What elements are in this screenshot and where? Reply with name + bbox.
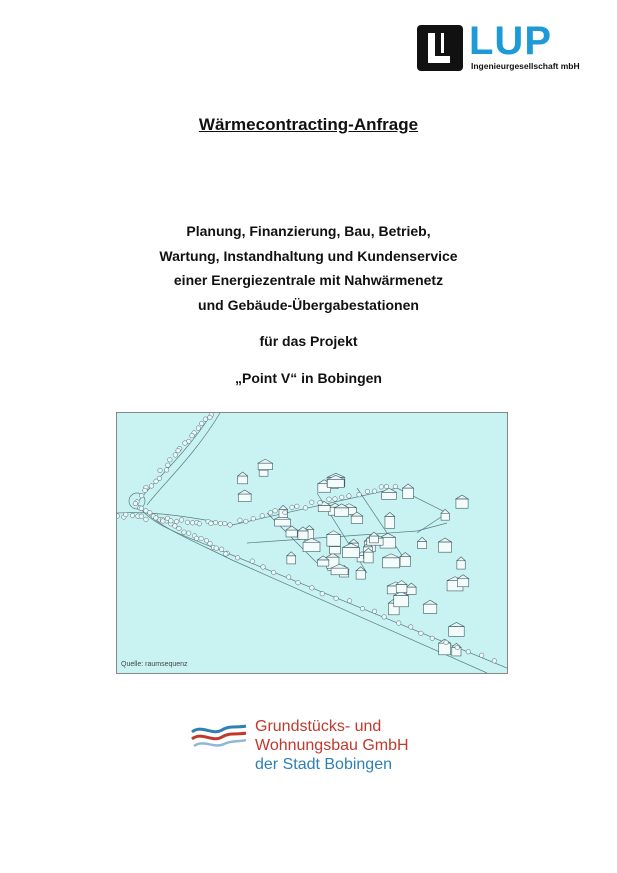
- tree: [154, 516, 159, 521]
- tree: [185, 520, 190, 525]
- tree: [147, 510, 152, 515]
- lup-logo-subtitle: Ingenieurgesellschaft mbH: [471, 61, 580, 71]
- tree: [133, 501, 138, 506]
- tree: [199, 421, 204, 426]
- tree: [360, 606, 365, 611]
- tree: [228, 523, 233, 528]
- tree: [208, 415, 213, 420]
- site-plan-drawing: [117, 413, 507, 673]
- building: [403, 484, 414, 499]
- tree: [203, 417, 208, 422]
- tree: [309, 500, 314, 505]
- tree: [318, 500, 323, 505]
- building: [385, 512, 395, 528]
- building: [383, 554, 400, 568]
- tree: [430, 636, 435, 641]
- building: [238, 490, 251, 502]
- tree: [238, 518, 243, 523]
- gwb-logo: [190, 718, 430, 782]
- tree: [444, 640, 449, 645]
- tree: [179, 518, 184, 523]
- tree: [154, 479, 159, 484]
- lup-logo: [417, 19, 593, 75]
- scope-line: Wartung, Instandhaltung und Kundenservice: [159, 247, 458, 264]
- tree: [365, 489, 370, 494]
- tree: [384, 484, 389, 489]
- tree: [273, 508, 278, 513]
- tree: [173, 453, 178, 458]
- tree: [214, 546, 219, 551]
- tree: [268, 511, 273, 516]
- building: [418, 537, 427, 548]
- building: [424, 600, 437, 613]
- building: [238, 472, 248, 484]
- tree: [455, 645, 460, 650]
- tree: [224, 552, 229, 557]
- tree: [320, 591, 325, 596]
- tree: [479, 653, 484, 658]
- tree: [130, 513, 135, 518]
- gwb-logo-line3: der Stadt Bobingen: [255, 756, 392, 773]
- tree: [196, 426, 201, 431]
- tree: [327, 497, 332, 502]
- tree: [333, 497, 338, 502]
- tree: [176, 448, 181, 453]
- tree: [408, 625, 413, 630]
- scope-line: einer Energiezentrale mit Nahwärmenetz: [173, 272, 444, 288]
- for-project-label: für das Projekt: [259, 333, 358, 349]
- lup-logo-icon: [417, 25, 463, 71]
- building: [457, 575, 468, 587]
- tree: [347, 494, 352, 499]
- tree: [218, 521, 223, 526]
- building: [449, 622, 464, 636]
- building: [382, 488, 397, 499]
- tree: [144, 517, 149, 522]
- tree: [139, 493, 144, 498]
- tree: [347, 599, 352, 604]
- tree: [213, 520, 218, 525]
- tree: [260, 513, 265, 518]
- tree: [177, 526, 182, 531]
- tree: [310, 586, 315, 591]
- tree: [139, 514, 144, 519]
- tree: [250, 559, 255, 564]
- tree: [419, 631, 424, 636]
- tree: [286, 575, 291, 580]
- tree: [357, 492, 362, 497]
- site-plan-figure: [116, 412, 508, 674]
- tree: [261, 565, 266, 570]
- tree: [271, 570, 276, 575]
- tree: [290, 505, 295, 510]
- tree: [208, 541, 213, 546]
- tree: [169, 518, 174, 523]
- tree: [186, 531, 191, 536]
- tree: [283, 510, 288, 515]
- tree: [164, 468, 169, 473]
- tree: [124, 512, 129, 517]
- tree: [190, 520, 195, 525]
- tree: [303, 506, 308, 511]
- tree: [166, 463, 171, 468]
- building: [438, 538, 451, 552]
- tree: [334, 596, 339, 601]
- tree: [194, 536, 199, 541]
- tree: [244, 519, 249, 524]
- scope-line: Planung, Finanzierung, Bau, Betrieb,: [186, 223, 431, 239]
- tree: [492, 659, 497, 664]
- tree: [372, 489, 377, 494]
- tree: [149, 484, 154, 489]
- building: [327, 531, 340, 546]
- gwb-logo-line2: Wohnungsbau GmbH: [255, 737, 409, 754]
- tree: [296, 580, 301, 585]
- building: [407, 583, 416, 594]
- wave-logo-icon: [190, 722, 248, 752]
- gwb-logo-line1: Grundstücks- und: [255, 718, 382, 735]
- tree: [161, 519, 166, 524]
- tree: [199, 536, 204, 541]
- tree: [190, 433, 195, 438]
- building: [396, 580, 407, 592]
- scope-description: [0, 219, 617, 317]
- building: [456, 495, 468, 508]
- tree: [197, 521, 202, 526]
- building: [258, 459, 272, 470]
- tree: [235, 555, 240, 560]
- document-title: Wärmecontracting-Anfrage: [198, 115, 419, 134]
- tree: [396, 621, 401, 626]
- tree: [466, 649, 471, 654]
- tree: [382, 615, 387, 620]
- tree: [182, 530, 187, 535]
- lup-logo-word: LUP: [469, 19, 552, 63]
- building: [457, 557, 465, 569]
- tree: [139, 506, 144, 511]
- project-name: „Point V“ in Bobingen: [235, 370, 382, 386]
- tree: [173, 524, 178, 529]
- figure-source-caption: Quelle: raumsequenz: [121, 661, 188, 668]
- tree: [223, 521, 228, 526]
- tree: [117, 514, 120, 519]
- tree: [251, 516, 256, 521]
- tree: [143, 488, 148, 493]
- tree: [393, 484, 398, 489]
- tree: [183, 441, 188, 446]
- scope-line: und Gebäude-Übergabestationen: [198, 296, 419, 313]
- tree: [158, 468, 163, 473]
- tree: [219, 547, 224, 552]
- building: [287, 552, 296, 564]
- tree: [372, 609, 377, 614]
- tree: [168, 457, 173, 462]
- tree: [379, 485, 384, 490]
- tree: [295, 504, 300, 509]
- tree: [339, 495, 344, 500]
- tree: [174, 519, 179, 524]
- tree: [209, 521, 214, 526]
- building: [286, 526, 297, 537]
